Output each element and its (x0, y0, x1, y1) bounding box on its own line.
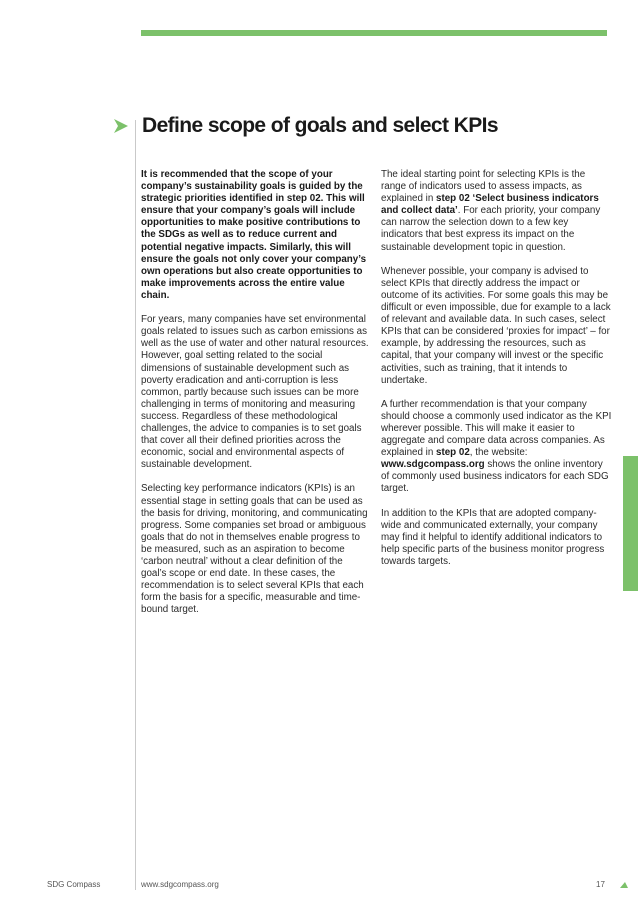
lead-paragraph: It is recommended that the scope of your company’s sustainability goals is guided by the strategic priorities identified in step 02. This will ensure that your company’s goals will include opportunities to make positive contributions to the SDGs as well as to reduce current and potential negative impacts. Similarly, this will ensure the goals not only cover your company’s own operations but also create opportunities to make improvements across the entire value chain. (141, 169, 367, 301)
text-run: A further recommendation is that your company should choose a commonly used indicator as the KPI wherever possible. This will make it easier to aggregate and compare data across companies. As explained in (381, 398, 612, 459)
footer-brand: SDG Compass (47, 880, 101, 889)
corner-arrow-icon (619, 880, 629, 889)
side-section-tab (623, 456, 638, 591)
body-paragraph: For years, many companies have set environmental goals related to issues such as carbon emissions as well as the use of water and other natural resources. However, goal setting related to the social dimensions of sustainable development such as poverty eradication and anti-corruption is less common, partly because such issues can be more challenging in terms of monitoring and measuring success. Regardless of these methodological challenges, the advice to companies is to set goals that cover all their defined priorities across the economic, social and environmental aspects of sustainable development. (141, 314, 369, 471)
page-title: Define scope of goals and select KPIs (142, 114, 498, 137)
website-link[interactable]: www.sdgcompass.org (381, 459, 485, 471)
left-column (141, 169, 369, 629)
text-run: , the website: (469, 447, 528, 459)
right-column (381, 169, 612, 580)
text-run: The ideal starting point for selecting KPIs is the range of indicators used to assess impacts, as explained in (381, 169, 586, 205)
body-paragraph: In addition to the KPIs that are adopted company-wide and communicated externally, your company may find it helpful to identify additional indicators to help specific parts of the business monitor progress towards targets. (381, 507, 605, 567)
footer-url-link[interactable]: www.sdgcompass.org (141, 880, 219, 889)
step-reference: step 02 ‘Select business indicators and collect data’ (381, 193, 599, 217)
body-paragraph (381, 169, 612, 254)
margin-rule (135, 120, 136, 890)
page-number: 17 (596, 880, 605, 889)
step-reference: step 02 (436, 447, 470, 459)
body-paragraph: Whenever possible, your company is advised to select KPIs that directly address the impact or outcome of its activities. For some goals this may be difficult or even impossible, due for example to a lack of relevant and available data. In such cases, select KPIs that can be considered ‘proxies for impact’ – for example, by addressing the resources, such as capital, that your company will invest or the specific activities, such as training, that it intends to undertake. (381, 265, 611, 386)
top-accent-bar (141, 30, 607, 36)
text-run: shows the online inventory of commonly used business indicators for each SDG target. (381, 459, 609, 495)
chevron-right-icon (112, 117, 130, 135)
body-paragraph (381, 399, 612, 496)
text-run: . For each priority, your company can narrow the selection down to a few key indicators that best express its impact on the sustainable development topic in question. (381, 205, 601, 253)
body-paragraph: Selecting key performance indicators (KPIs) is an essential stage in setting goals that can be used as the basis for driving, monitoring, and communicating progress. Some companies set broad or ambiguous goals that do not in themselves enable progress to be measured, such as an aspiration to become ‘carbon neutral’ without a clear definition of the goal’s scope or end date. In these cases, the recommendation is to select several KPIs that each form the basis for a specific, measurable and time-bound target. (141, 483, 368, 616)
